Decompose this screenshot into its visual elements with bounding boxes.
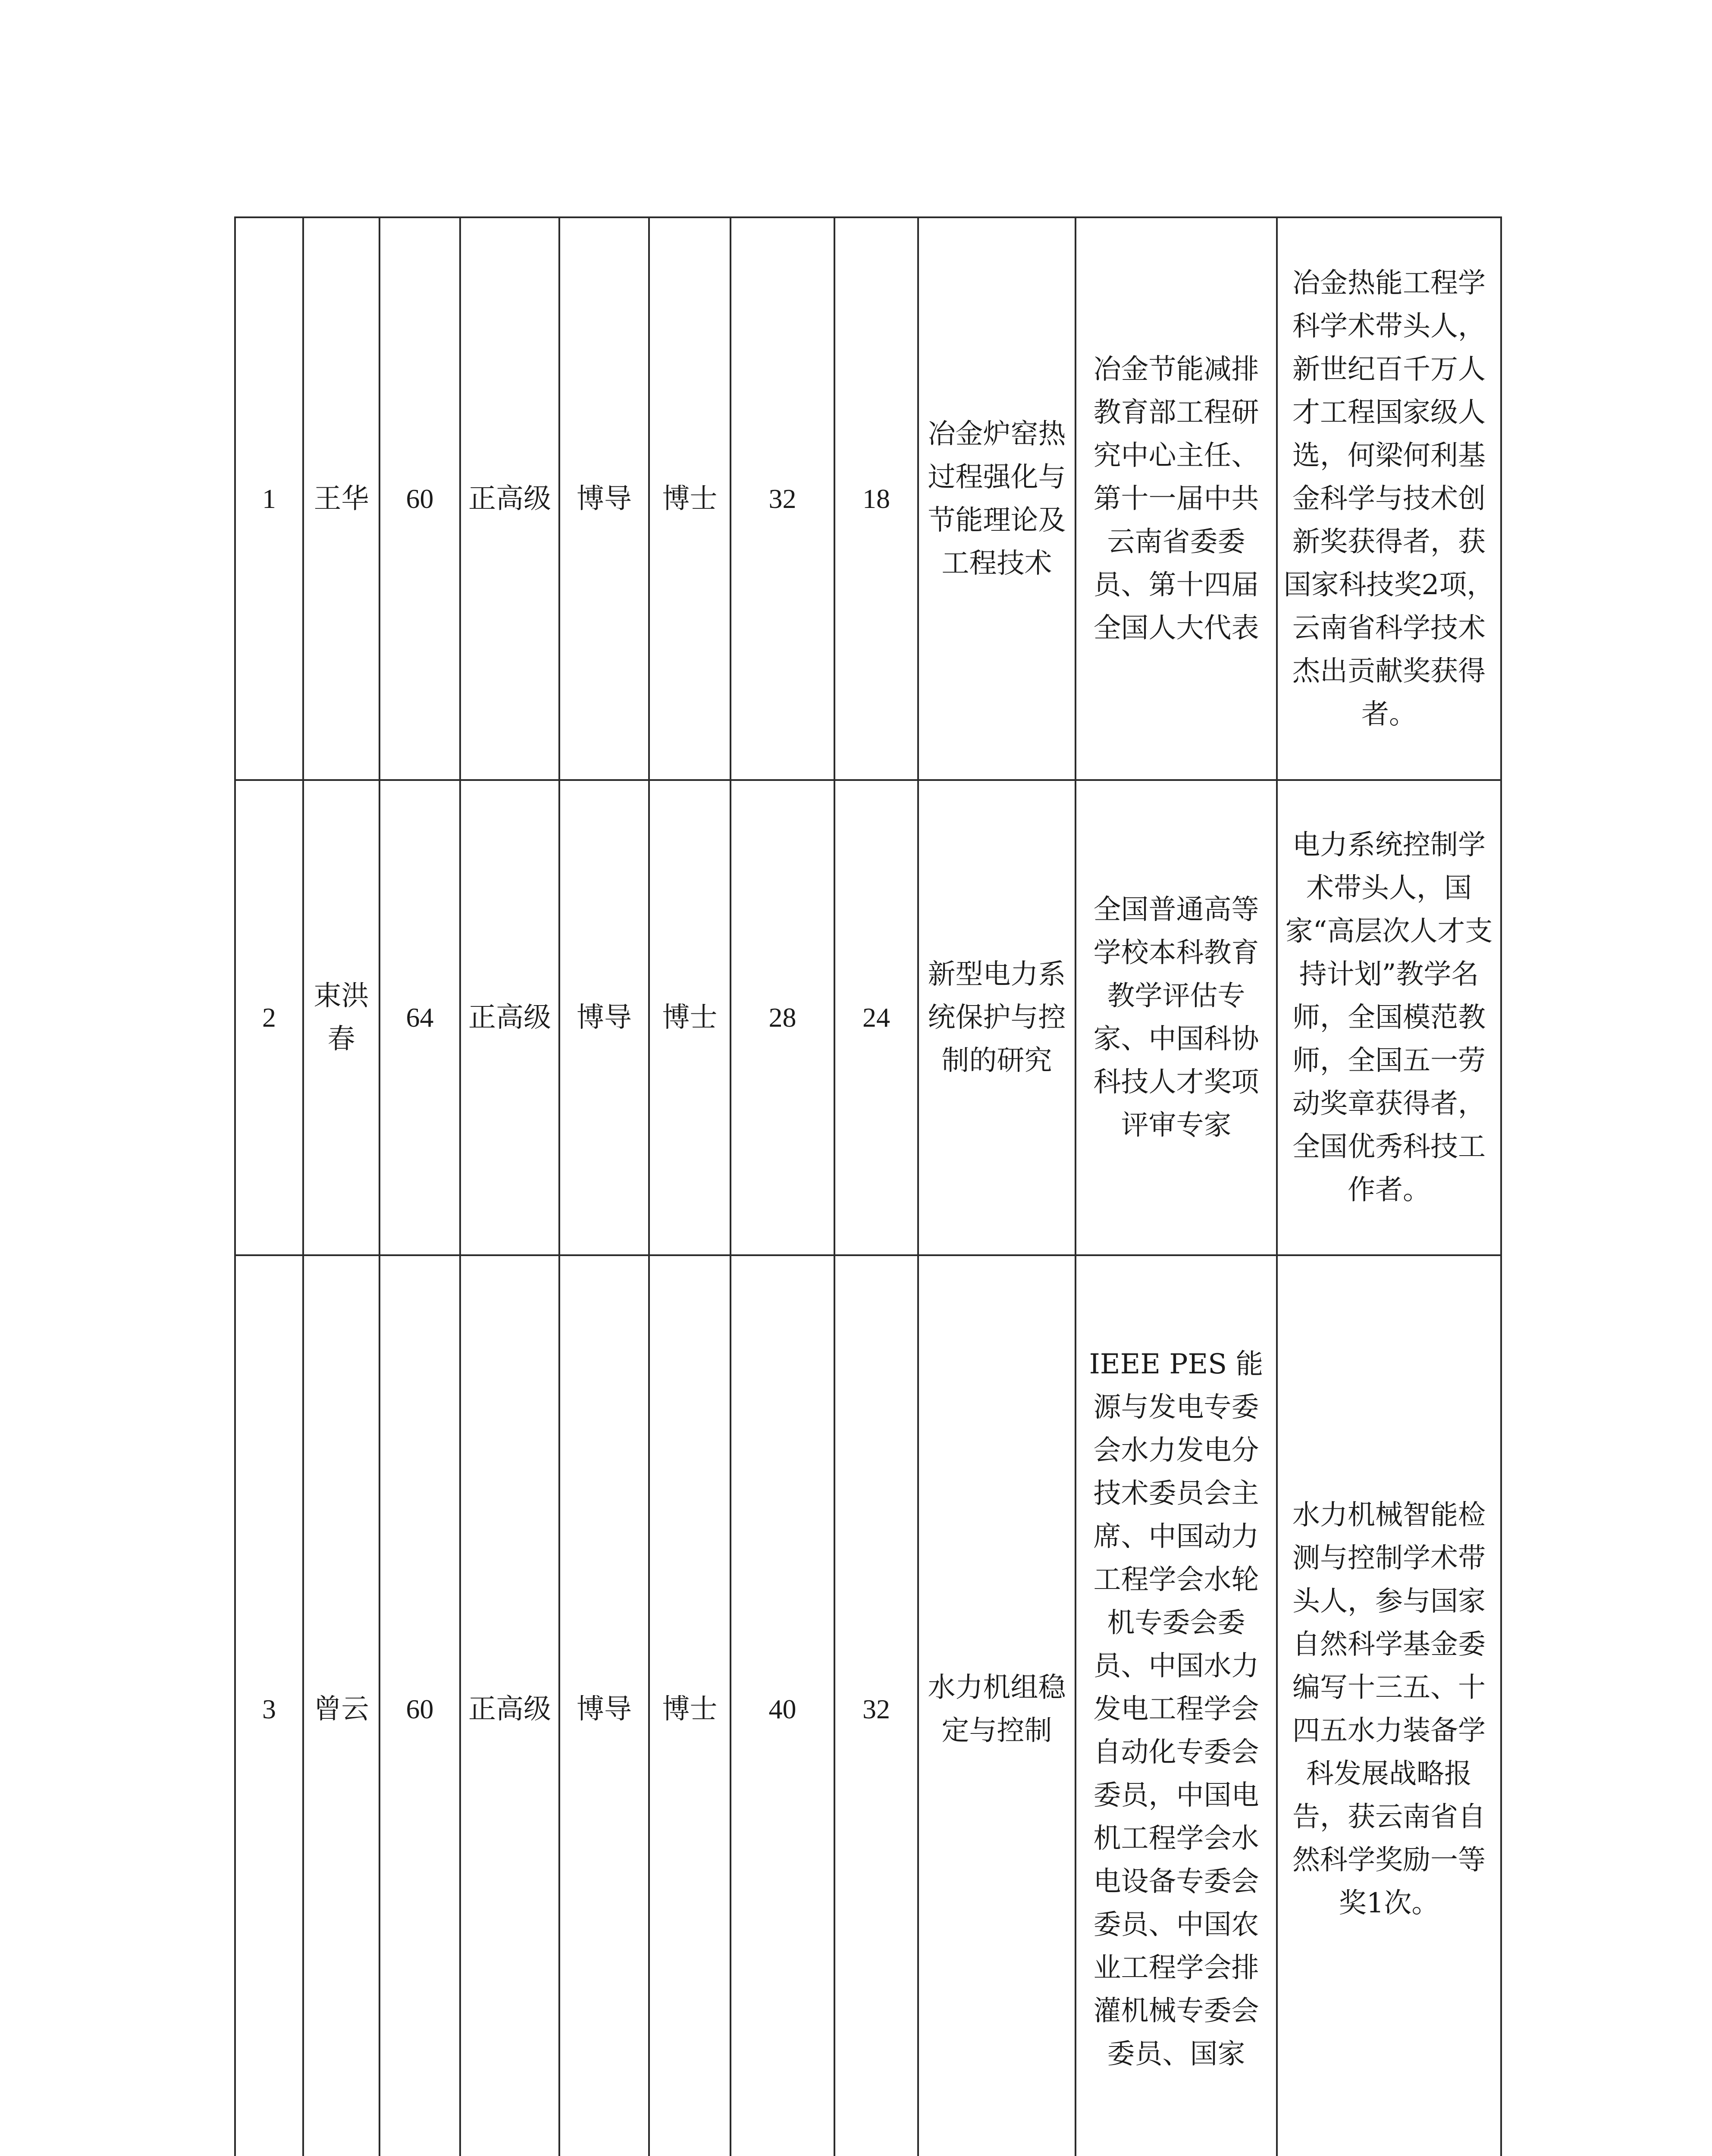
person-name [303, 217, 379, 780]
person-name-text: 曾云 [314, 1693, 369, 1725]
professional-title: 正高级 [460, 217, 559, 780]
degree [649, 780, 731, 1255]
person-name [303, 780, 379, 1255]
table-row [235, 780, 1501, 1255]
duties: IEEE PES 能源与发电专委会水力发电分技术委员会主席、中国动力工程学会水轮机专委会委员、中国水力发电工程学会自动化专委会委员，中国电机工程学会水电设备专委会委员、中国农业工程学会排灌机械专委会委员、国家 [1075, 1255, 1277, 2156]
students-value: 24 [834, 780, 918, 1255]
supervisor-type: 博导 [559, 217, 649, 780]
person-name-text: 束洪春 [314, 980, 369, 1055]
person-name [303, 1255, 379, 2156]
degree-text: 博士 [662, 1693, 718, 1725]
row-number: 3 [235, 1255, 303, 2156]
research-field: 新型电力系统保护与控制的研究 [918, 780, 1075, 1255]
students-value: 18 [834, 217, 918, 780]
professional-title: 正高级 [460, 1255, 559, 2156]
years-value: 28 [731, 780, 834, 1255]
years-value: 40 [731, 1255, 834, 2156]
faculty-table [234, 216, 1502, 2156]
degree-text: 博士 [662, 1002, 718, 1034]
row-number: 2 [235, 780, 303, 1255]
age: 60 [379, 1255, 460, 2156]
students-value: 32 [834, 1255, 918, 2156]
duties: 全国普通高等学校本科教育教学评估专家、中国科协科技人才奖项评审专家 [1075, 780, 1277, 1255]
supervisor-type: 博导 [559, 780, 649, 1255]
honors: 电力系统控制学术带头人，国家“高层次人才支持计划”教学名师，全国模范教师，全国五一劳动奖章获得者，全国优秀科技工作者。 [1277, 780, 1501, 1255]
degree-text: 博士 [662, 483, 718, 515]
honors: 冶金热能工程学科学术带头人，新世纪百千万人才工程国家级人选，何梁何利基金科学与技术创新奖获得者，获国家科技奖2项，云南省科学技术杰出贡献奖获得者。 [1277, 217, 1501, 780]
person-name-text: 王华 [314, 483, 369, 515]
honors: 水力机械智能检测与控制学术带头人，参与国家自然科学基金委编写十三五、十四五水力装备学科发展战略报告，获云南省自然科学奖励一等奖1次。 [1277, 1255, 1501, 2156]
degree [649, 1255, 731, 2156]
years-value: 32 [731, 217, 834, 780]
professional-title: 正高级 [460, 780, 559, 1255]
table-row [235, 217, 1501, 780]
degree [649, 217, 731, 780]
age: 64 [379, 780, 460, 1255]
research-field: 水力机组稳定与控制 [918, 1255, 1075, 2156]
table-body [235, 217, 1501, 2156]
age: 60 [379, 217, 460, 780]
table-row [235, 1255, 1501, 2156]
supervisor-type: 博导 [559, 1255, 649, 2156]
duties: 冶金节能减排教育部工程研究中心主任、第十一届中共云南省委委员、第十四届全国人大代表 [1075, 217, 1277, 780]
research-field: 冶金炉窑热过程强化与节能理论及工程技术 [918, 217, 1075, 780]
row-number: 1 [235, 217, 303, 780]
